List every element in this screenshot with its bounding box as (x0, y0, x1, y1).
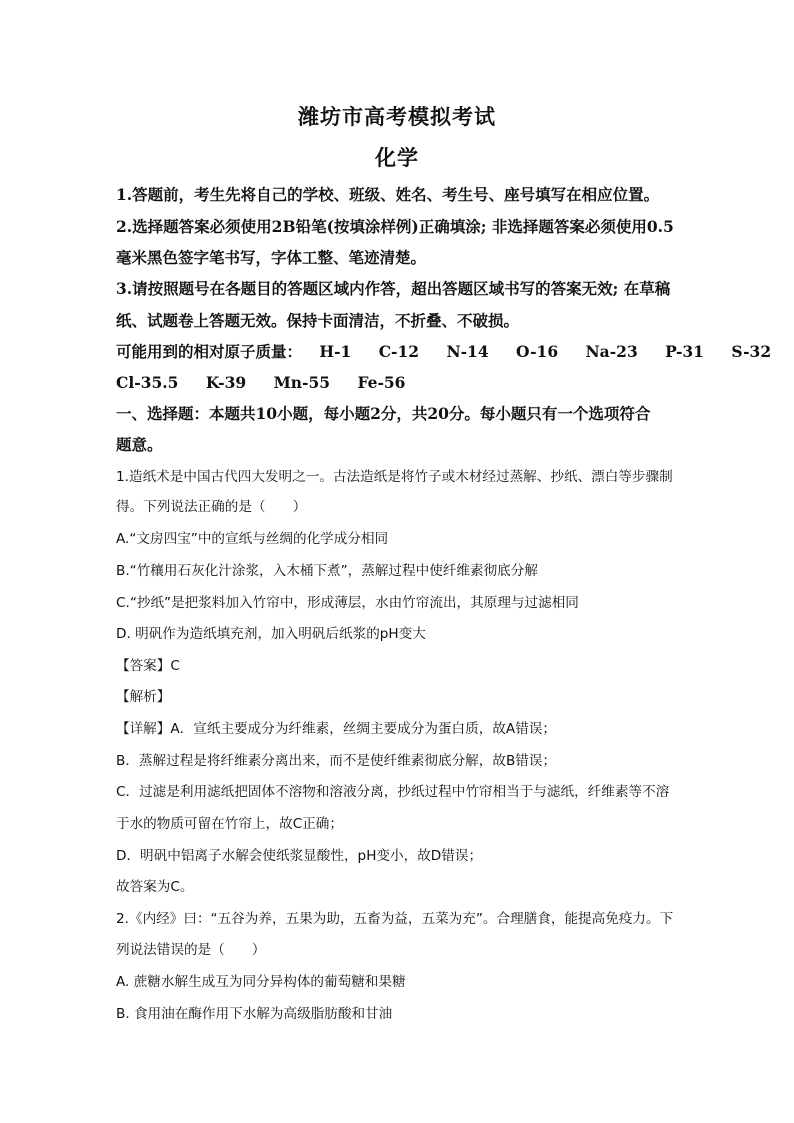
section-header-line-1: 一、选择题：本题共10小题，每小题2分，共20分。每小题只有一个选项符合 (116, 404, 651, 423)
mass-h: H-1 (319, 342, 352, 361)
question-1-stem-line-1: 1.造纸术是中国古代四大发明之一。古法造纸是将竹子或木材经过蒸解、抄纸、漂白等步骤制 (116, 469, 673, 485)
exam-title: 潍坊市高考模拟考试 (298, 104, 496, 129)
mass-fe: Fe-56 (357, 373, 406, 392)
instruction-line-4: 3.请按照题号在各题目的答题区域内作答，超出答题区域书写的答案无效; 在草稿 (116, 279, 671, 298)
question-1-detail-line-2: B．蒸解过程是将纤维素分离出来，而不是使纤维素彻底分解，故B错误； (116, 753, 557, 769)
instruction-line-5: 纸、试题卷上答题无效。保持卡面清洁，不折叠、不破损。 (116, 311, 520, 330)
atomic-masses-row-1 (116, 341, 772, 363)
question-1-conclusion: 故答案为C。 (116, 879, 194, 895)
mass-mn: Mn-55 (273, 373, 331, 392)
answer-value: C (170, 658, 180, 674)
question-1-option-c: C.“抄纸”是把浆料加入竹帘中，形成薄层，水由竹帘流出，其原理与过滤相同 (116, 595, 579, 611)
section-header-line-2: 题意。 (116, 435, 163, 454)
mass-p: P-31 (665, 342, 704, 361)
question-1-option-d: D. 明矾作为造纸填充剂，加入明矾后纸浆的pH变大 (116, 626, 426, 642)
mass-na: Na-23 (585, 342, 638, 361)
mass-k: K-39 (205, 373, 247, 392)
question-1-option-b: B.“竹穰用石灰化汁涂浆，入木桶下煮”，蒸解过程中使纤维素彻底分解 (116, 563, 538, 579)
question-1-stem-line-2: 得。下列说法正确的是（ ） (116, 499, 307, 515)
mass-n: N-14 (446, 342, 489, 361)
question-1-detail-line-3: C．过滤是利用滤纸把固体不溶物和溶液分离，抄纸过程中竹帘相当于与滤纸，纤维素等不溶 (116, 784, 670, 800)
mass-c: C-12 (378, 342, 420, 361)
question-2-option-a: A. 蔗糖水解生成互为同分异构体的葡萄糖和果糖 (116, 974, 406, 990)
question-1-detail-line-4: 于水的物质可留在竹帘上，故C正确； (116, 816, 343, 832)
atomic-masses-label: 可能用到的相对原子质量： (116, 342, 303, 361)
instruction-line-3: 毫米黑色签字笔书写，字体工整、笔迹清楚。 (116, 248, 427, 267)
mass-s: S-32 (731, 342, 772, 361)
question-1-answer (116, 656, 682, 676)
mass-cl: Cl-35.5 (116, 373, 179, 392)
instruction-line-1: 1.答题前，考生先将自己的学校、班级、姓名、考生号、座号填写在相应位置。 (116, 185, 660, 204)
question-2-option-b: B. 食用油在酶作用下水解为高级脂肪酸和甘油 (116, 1006, 393, 1022)
question-2-stem-line-1: 2.《内经》曰：“五谷为养，五果为助，五畜为益，五菜为充”。合理膳食，能提高免疫力。下 (116, 911, 674, 927)
atomic-masses-row-2 (116, 372, 682, 394)
exam-subject: 化学 (375, 145, 419, 170)
answer-label: 【答案】 (116, 658, 171, 674)
question-1-option-a: A.“文房四宝”中的宣纸与丝绸的化学成分相同 (116, 531, 389, 547)
mass-o: O-16 (516, 342, 559, 361)
instruction-line-2: 2.选择题答案必须使用2B铅笔(按填涂样例)正确填涂; 非选择题答案必须使用0.5 (116, 217, 674, 236)
question-1-detail-line-5: D．明矾中铝离子水解会使纸浆显酸性，pH变小，故D错误； (116, 848, 483, 864)
question-1-detail-line-1: 【详解】A．宣纸主要成分为纤维素，丝绸主要成分为蛋白质，故A错误； (116, 721, 557, 737)
question-2-stem-line-2: 列说法错误的是（ ） (116, 942, 266, 958)
question-1-analysis-label: 【解析】 (116, 689, 171, 705)
